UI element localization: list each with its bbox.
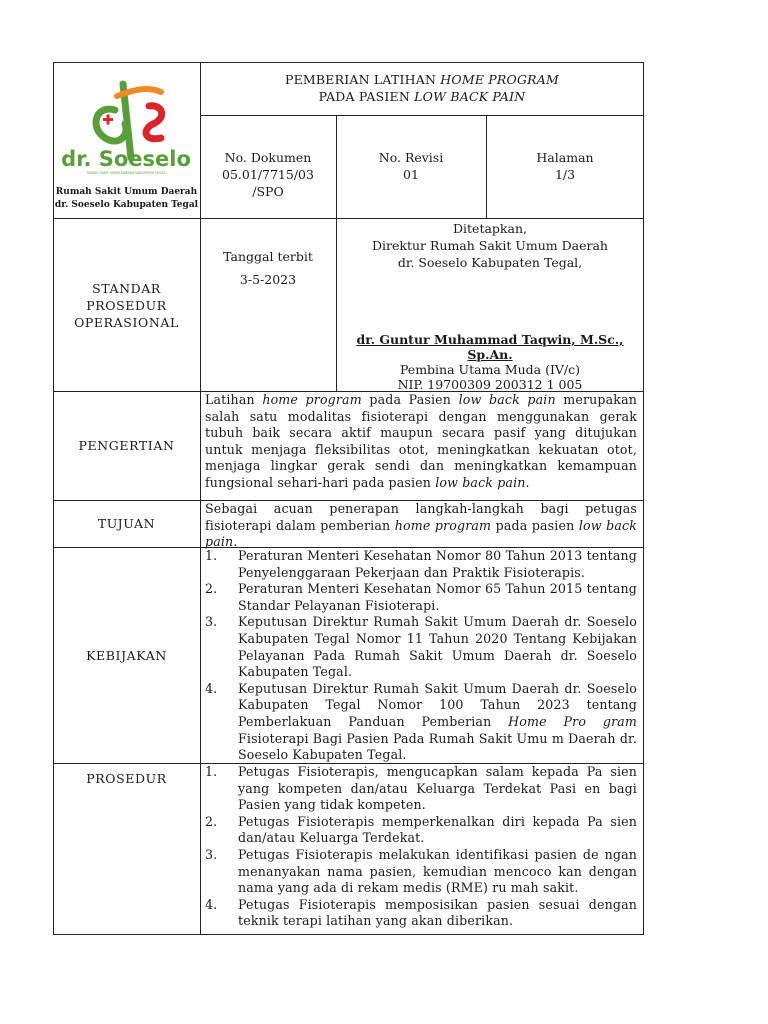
hospital-name-line2: dr. Soeselo Kabupaten Tegal (54, 200, 199, 210)
document-number-suffix: /SPO (252, 184, 284, 199)
kebijakan-list (205, 548, 637, 764)
document-number-value: 05.01/7715/03 (222, 167, 314, 182)
pengertian-label: PENGERTIAN (78, 438, 175, 453)
document-number (200, 149, 336, 200)
prosedur-list (205, 764, 637, 930)
list-item: 2. Peraturan Menteri Kesehatan Nomor 65 Tahun 2015 tentang Standar Pelayanan Fisioterapi. (205, 581, 637, 613)
logo-brand-text: dr. Soeselo (61, 147, 191, 171)
issue-date (200, 248, 336, 288)
document-number-label: No. Dokumen (224, 150, 312, 165)
list-item: 3. Keputusan Direktur Rumah Sakit Umum Daerah dr. Soeselo Kabupaten Tegal Nomor 11 Tahun 2020 Tentang Kebijakan Pelayanan Pada Rumah Sakit Umum Daerah dr. Soeselo Kabupaten Tegal. (205, 614, 637, 680)
hospital-name-line1: Rumah Sakit Umum Daerah (55, 187, 198, 197)
signatory-rank: Pembina Utama Muda (IV/c) (399, 362, 581, 377)
list-item: 1. Peraturan Menteri Kesehatan Nomor 80 Tahun 2013 tentang Penyelenggaraan Pekerjaan dan Praktik Fisioterapis. (205, 548, 637, 580)
signatory-name: dr. Guntur Muhammad Taqwin, M.Sc., (356, 332, 624, 347)
list-item: 4. Petugas Fisioterapis memposisikan pasien sesuai dengan teknik terapi latihan yang akan diberikan. (205, 896, 637, 929)
pengertian-text: Latihan home program pada Pasien low back pain merupakan salah satu modalitas fisioterapi dengan menggunakan gerak tubuh baik secara aktif maupun secara pasif yang ditujukan untuk menjaga fleksibilitas otot, meningkatkan kekuatan otot, menjaga lingkar gerak sendi dan meningkatkan kemampuan fungsional sehari-hari pada pasien low back pain. (205, 392, 637, 490)
divider (53, 218, 644, 219)
approval-block (336, 220, 644, 271)
logo-tagline: RUMAH SAKIT UMUM DAERAH KABUPATEN TEGAL (86, 171, 166, 175)
hospital-name (53, 186, 200, 212)
sop-heading: STANDAR PROSEDUR OPERASIONAL (74, 281, 179, 330)
page-number (486, 149, 644, 183)
revision-number (336, 149, 486, 183)
hospital-logo-cell (53, 62, 200, 218)
revision-value: 01 (403, 167, 419, 182)
document-title: PEMBERIAN LATIHAN HOME PROGRAM PADA PASIEN LOW BACK PAIN (284, 72, 560, 104)
director-title: Direktur Rumah Sakit Umum Daerah (372, 238, 608, 253)
list-item: 4. Keputusan Direktur Rumah Sakit Umum Daerah dr. Soeselo Kabupaten Tegal Nomor 100 Tahun 2023 tentang Pemberlakuan Panduan Pemberian Home Pro gram Fisioterapi Bagi Pasien Pada Rumah Sakit Umu m Daerah dr. Soeselo Kabupaten Tegal. (205, 680, 638, 763)
tujuan-text: Sebagai acuan penerapan langkah-langkah bagi petugas fisioterapi dalam pemberian home program pada pasien low back pain. (205, 501, 637, 550)
issue-date-label: Tanggal terbit (223, 249, 313, 264)
page-value: 1/3 (554, 167, 576, 182)
list-item: 2. Petugas Fisioterapis memperkenalkan diri kepada Pa sien dan/atau Keluarga Terdekat. (205, 813, 637, 846)
hospital-logo-icon (53, 62, 200, 186)
tujuan-label: TUJUAN (97, 516, 156, 531)
page-label: Halaman (536, 150, 594, 165)
prosedur-label: PROSEDUR (86, 771, 167, 786)
established-label: Ditetapkan, (453, 221, 527, 236)
issue-date-value: 3-5-2023 (239, 272, 297, 287)
signatory-nip: NIP. 19700309 200312 1 005 (397, 377, 583, 392)
list-item: 3. Petugas Fisioterapis melakukan identifikasi pasien de ngan menanyakan nama pasien, kemudian mencoco kan dengan nama yang ada di rekam medis (RME) ru mah sakit. (205, 846, 637, 896)
signatory-title: Sp.An. (467, 347, 513, 362)
kebijakan-label: KEBIJAKAN (86, 648, 167, 663)
director-office: dr. Soeselo Kabupaten Tegal, (397, 255, 583, 270)
revision-label: No. Revisi (378, 150, 444, 165)
list-item: 1. Petugas Fisioterapis, mengucapkan salam kepada Pa sien yang kompeten dan/atau Keluarga Terdekat Pasi en bagi Pasien yang tidak kompeten. (205, 764, 637, 813)
signatory (336, 332, 644, 392)
